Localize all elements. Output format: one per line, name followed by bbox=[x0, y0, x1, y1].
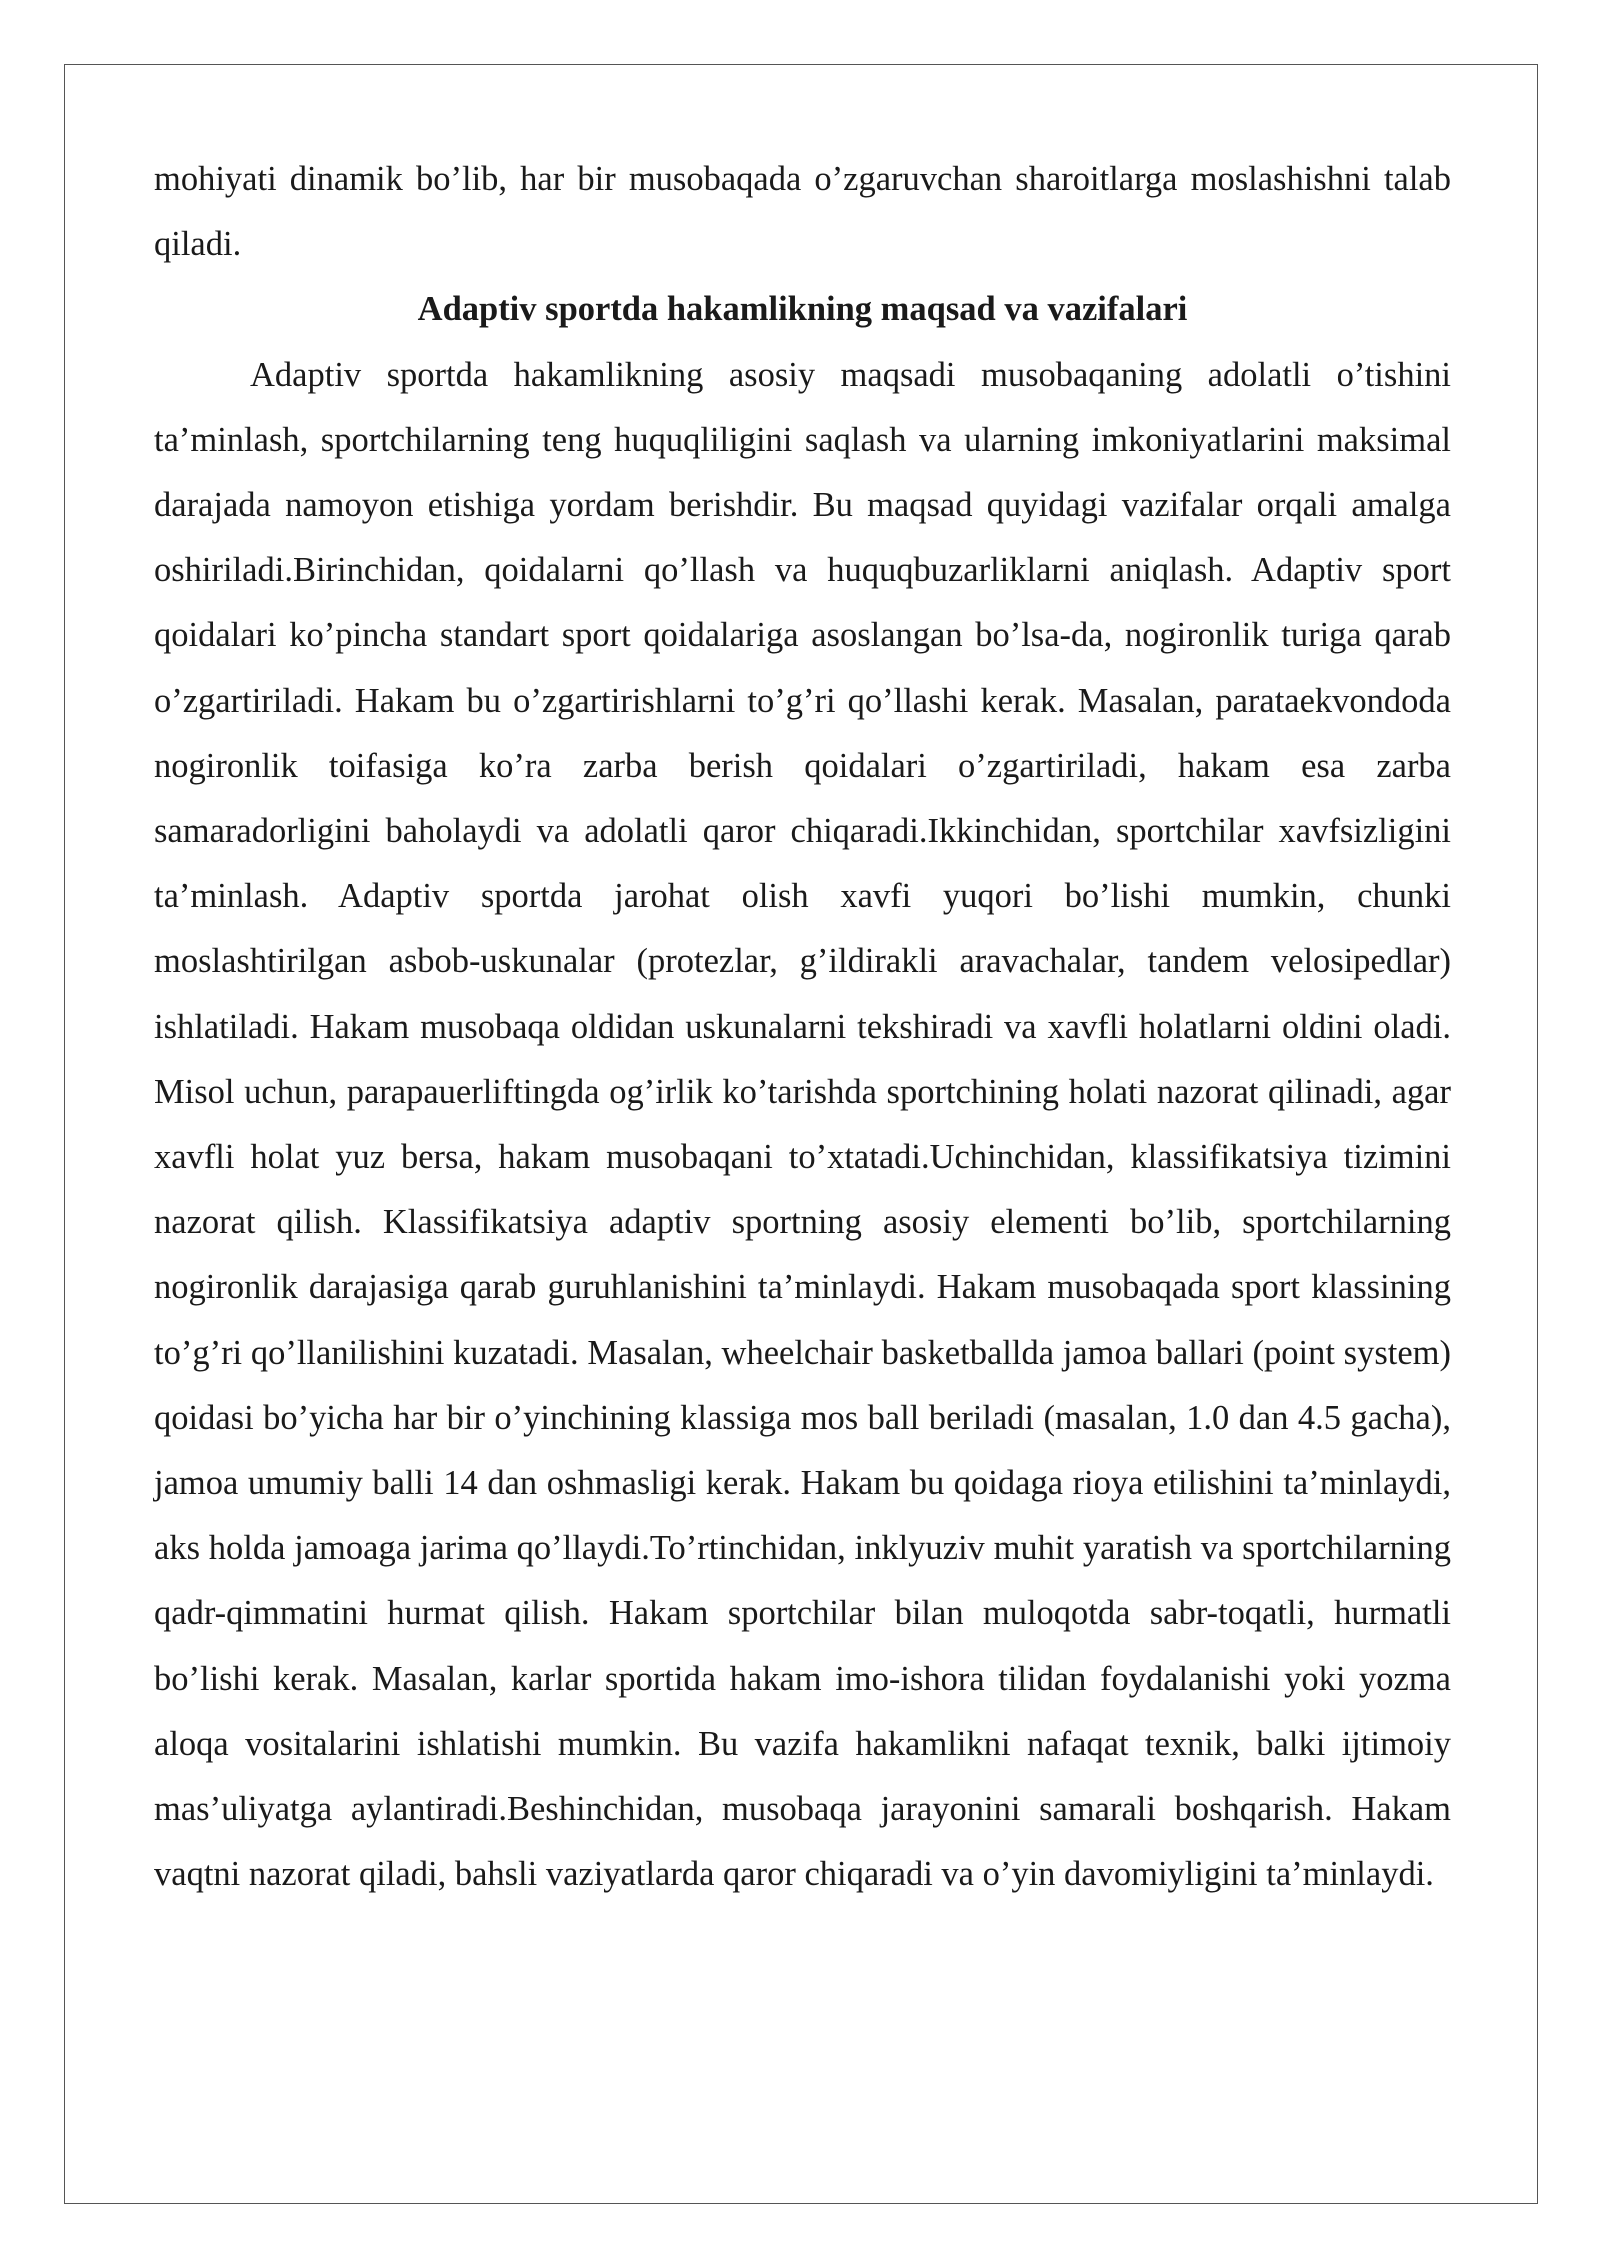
main-paragraph: Adaptiv sportda hakamlikning asosiy maqsadi musobaqaning adolatli o’tishini ta’minlash, sportchilarning teng huquqliligini saqlash va ularning imkoniyatlarini maksimal darajada namoyon etishiga yordam berishdir. Bu maqsad quyidagi vazifalar orqali amalga oshiriladi.Birinchidan, qoidalarni qo’llash va huquqbuzarliklarni aniqlash. Adaptiv sport qoidalari ko’pincha standart sport qoidalariga asoslangan bo’lsa-da, nogironlik turiga qarab o’zgartiriladi. Hakam bu o’zgartirishlarni to’g’ri qo’llashi kerak. Masalan, parataekvondoda nogironlik toifasiga ko’ra zarba berish qoidalari o’zgartiriladi, hakam esa zarba samaradorligini baholaydi va adolatli qaror chiqaradi.Ikkinchidan, sportchilar xavfsizligini ta’minlash. Adaptiv sportda jarohat olish xavfi yuqori bo’lishi mumkin, chunki moslashtirilgan asbob-uskunalar (protezlar, g’ildirakli aravachalar, tandem velosipedlar) ishlatiladi. Hakam musobaqa oldidan uskunalarni tekshiradi va xavfli holatlarni oldini oladi. Misol uchun, parapauerliftingda og’irlik ko’tarishda sportchining holati nazorat qilinadi, agar xavfli holat yuz bersa, hakam musobaqani to’xtatadi.Uchinchidan, klassifikatsiya tizimini nazorat qilish. Klassifikatsiya adaptiv sportning asosiy elementi bo’lib, sportchilarning nogironlik darajasiga qarab guruhlanishini ta’minlaydi. Hakam musobaqada sport klassining to’g’ri qo’llanilishini kuzatadi. Masalan, wheelchair basketballda jamoa ballari (point system) qoidasi bo’yicha har bir o’yinchining klassiga mos ball beriladi (masalan, 1.0 dan 4.5 gacha), jamoa umumiy balli 14 dan oshmasligi kerak. Hakam bu qoidaga rioya etilishini ta’minlaydi, aks holda jamoaga jarima qo’llaydi.To’rtinchidan, inklyuziv muhit yaratish va sportchilarning qadr-qimmatini hurmat qilish. Hakam sportchilar bilan muloqotda sabr-toqatli, hurmatli bo’lishi kerak. Masalan, karlar sportida hakam imo-ishora tilidan foydalanishi yoki yozma aloqa vositalarini ishlatishi mumkin. Bu vazifa hakamlikni nafaqat texnik, balki ijtimoiy mas’uliyatga aylantiradi.Beshinchidan, musobaqa jarayonini samarali boshqarish. Hakam vaqtni nazorat qiladi, bahsli vaziyatlarda qaror chiqaradi va o’yin davomiyligini ta’minlaydi. bbox=[154, 355, 1451, 1894]
section-heading: Adaptiv sportda hakamlikning maqsad va vazifalari bbox=[417, 290, 1188, 329]
continuation-paragraph: mohiyati dinamik bo’lib, har bir musobaqada o’zgaruvchan sharoitlarga moslashishni talab qiladi. bbox=[154, 160, 1451, 264]
document-body bbox=[154, 147, 1451, 1907]
